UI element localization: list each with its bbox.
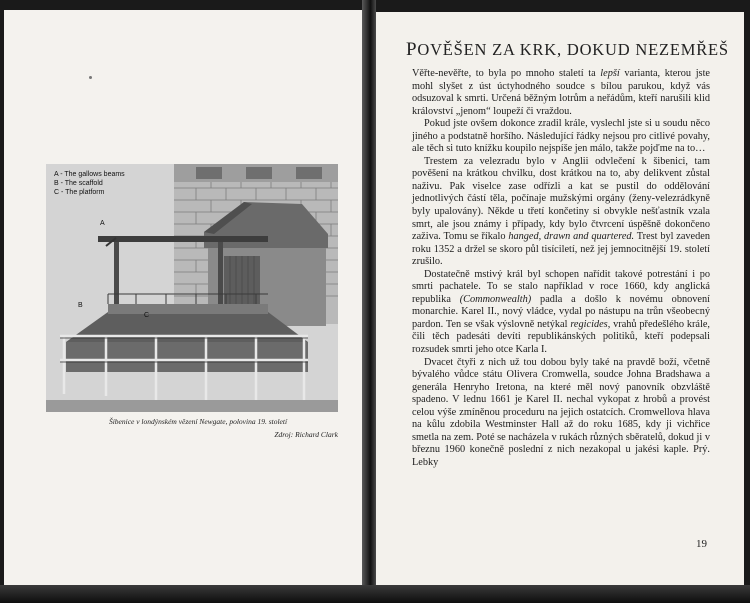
chapter-title-text: OVĚŠEN ZA KRK, DOKUD NEZEMŘEŠ	[417, 40, 729, 59]
text-run: varianta, kterou jste mohl slyšet z úst úctyhodného soudce s bílou parukou, když vás odsuzoval k smrti. Určená běžným lotrům a neřádům, kteří narušili klid království „jenom“ loupeží či vraždou.	[412, 68, 710, 117]
italic-run: hanged, drawn and quartered.	[508, 231, 635, 243]
page-number: 19	[696, 538, 707, 550]
chapter-title-initial: P	[406, 39, 418, 60]
text-run: Trest byl zaveden roku 1352 a držel se skoro půl tisíciletí, než jej jemnocitnější 19. století zrušilo.	[412, 231, 710, 268]
legend-item: B - The scaffold	[54, 180, 103, 187]
page-speck	[89, 76, 92, 79]
figure-label-a: A	[100, 220, 105, 227]
text-run: Pokud jste ovšem dokonce zradil krále, vyslechl jste si u soudu něco jiného a podstatně horšího. Následující řádky nejsou pro citlivé povahy, ale těch si tuto knížku koupilo nejspíše jen málo, takže pojďme na to…	[412, 118, 710, 155]
text-run: Dvacet čtyři z nich už tou dobou byly také na pravdě boží, včetně bývalého vůdce státu Olivera Cromwella, soudce Johna Bradshawa a generála Henryho Iretona, na které měl nový panovník obzvláště spadeno. V lednu 1661 je Karel II. nechal vykopat z hrobů a provést celou výše zmíněnou proceduru na jejich ostatcích. Cromwellova hlava na kůlu zdobila Westminster Hall až do roku 1685, kdy ji vichřice smetla na zem. Poté se nacházela v rukách různých sběratelů, dokud ji v březnu 1960 konečně poslední z nich nezakopal u jakési kaple. Prý. Lebky	[412, 356, 710, 468]
figure-caption: Šibenice v londýnském vězení Newgate, polovina 19. století	[108, 417, 288, 426]
italic-run: (Commonwealth)	[459, 293, 532, 305]
right-page	[376, 12, 744, 587]
figure-source: Zdroj: Richard Clark	[274, 430, 338, 439]
italic-run: regicides	[570, 318, 608, 330]
text-run: padla a došlo k novému obnovení monarchie. Karel II., nový vládce, vydal po nástupu na trůn všeobecný pardon. Ten se však výslovně netýkal	[412, 293, 710, 330]
chapter-title	[406, 39, 729, 61]
gallows-drawing	[46, 164, 338, 412]
book-bottom-edge	[0, 585, 750, 603]
text-run: Věřte-nevěřte, to byla po mnoho staletí ta	[412, 68, 601, 79]
paragraph	[412, 357, 710, 470]
body-text	[412, 68, 710, 470]
figure-legend	[54, 170, 125, 197]
book-gutter	[362, 0, 376, 603]
paragraph	[412, 118, 710, 156]
left-page	[4, 10, 366, 585]
legend-item: A - The gallows beams	[54, 171, 125, 178]
text-run: Dostatečně mstivý král byl schopen nařídit takové potrestání i po smrti pachatele. To se stalo například v roce 1660, kdy anglická republika	[412, 268, 710, 305]
text-run: Trestem za velezradu bylo v Anglii odvlečení k šibenici, tam pověšení na krátkou chvilku, dost krátkou na to, aby delikvent zůstal naživu. Pak viselce zase odřízli a kat se pustil do oddělování jednotlivých částí těla, počínaje mužskými orgány (ženy-velezrádkyně byly upalovány). Někde u třetí končetiny si obvykle nešťastník vzala smrt, ale jsou známy i případy, kdy bylo čtvrcení úspěšně dokončeno zaživa. Tomu se říkalo	[412, 155, 710, 243]
italic-run: lepší	[600, 68, 620, 79]
paragraph	[412, 269, 710, 357]
legend-item: C - The platform	[54, 189, 105, 196]
paragraph	[412, 156, 710, 269]
figure-label-b: B	[78, 302, 83, 309]
figure-label-c: C	[144, 312, 150, 319]
paragraph	[412, 68, 710, 118]
gallows-illustration	[46, 164, 338, 412]
text-run: , vrahů předešlého krále, čili těch padesáti devíti republikánských politiků, kteří podepsali rozsudek smrti jeho otce Karla I.	[412, 318, 711, 356]
